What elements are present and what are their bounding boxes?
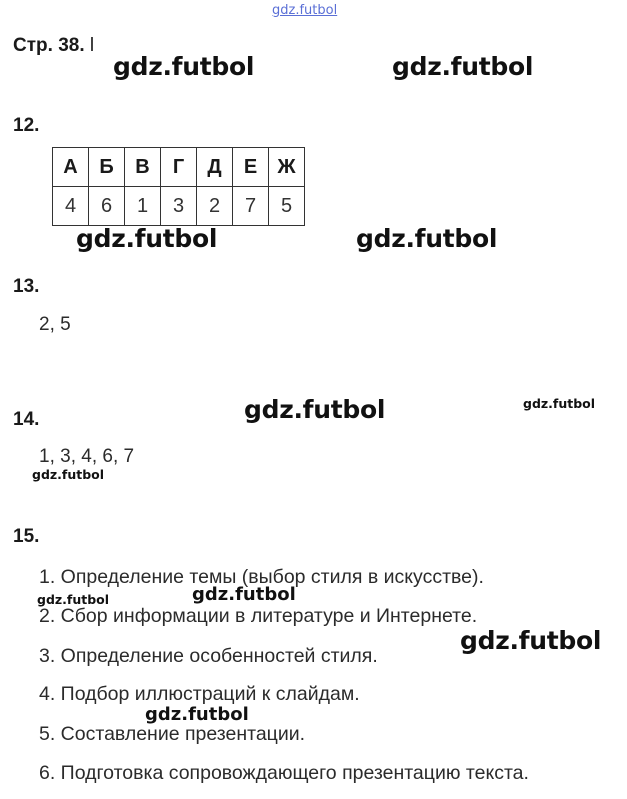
table-cell: Ж bbox=[269, 148, 305, 187]
table-cell: А bbox=[53, 148, 89, 187]
task-number: 12. bbox=[13, 115, 40, 136]
watermark: gdz.futbol bbox=[113, 52, 255, 81]
watermark: gdz.futbol bbox=[76, 224, 218, 253]
list-item: 2. Сбор информации в литературе и Интернете. bbox=[39, 605, 478, 627]
list-item: 3. Определение особенностей стиля. bbox=[39, 645, 378, 667]
page-cursor: l bbox=[89, 35, 95, 56]
table-cell: 2 bbox=[197, 187, 233, 226]
watermark: gdz.futbol bbox=[145, 704, 249, 725]
table-cell: Д bbox=[197, 148, 233, 187]
answer-text: 2, 5 bbox=[39, 314, 71, 335]
watermark: gdz.futbol bbox=[244, 395, 386, 424]
table-row bbox=[53, 187, 305, 226]
table-cell: 7 bbox=[233, 187, 269, 226]
task-number: 13. bbox=[13, 276, 40, 297]
watermark: gdz.futbol bbox=[523, 396, 596, 411]
table-row bbox=[53, 148, 305, 187]
table-cell: 1 bbox=[125, 187, 161, 226]
page-label: Стр. 38. bbox=[13, 35, 85, 56]
page-title bbox=[13, 35, 94, 57]
list-item: 1. Определение темы (выбор стиля в искусстве). bbox=[39, 566, 484, 588]
answer-text: 1, 3, 4, 6, 7 bbox=[39, 446, 135, 467]
table-cell: 5 bbox=[269, 187, 305, 226]
list-item: 6. Подготовка сопровождающего презентацию текста. bbox=[39, 762, 529, 784]
task-number: 15. bbox=[13, 526, 40, 547]
table-cell: Е bbox=[233, 148, 269, 187]
task-number: 14. bbox=[13, 409, 40, 430]
watermark: gdz.futbol bbox=[460, 626, 602, 655]
table-cell: 4 bbox=[53, 187, 89, 226]
answer-table bbox=[52, 147, 305, 226]
watermark: gdz.futbol bbox=[192, 584, 296, 605]
watermark: gdz.futbol bbox=[37, 592, 110, 607]
table-cell: 3 bbox=[161, 187, 197, 226]
table-cell: 6 bbox=[89, 187, 125, 226]
table-cell: Г bbox=[161, 148, 197, 187]
table-cell: Б bbox=[89, 148, 125, 187]
table-cell: В bbox=[125, 148, 161, 187]
watermark: gdz.futbol bbox=[392, 52, 534, 81]
watermark: gdz.futbol bbox=[32, 467, 105, 482]
list-item: 4. Подбор иллюстраций к слайдам. bbox=[39, 683, 360, 705]
watermark-link[interactable]: gdz.futbol bbox=[272, 3, 338, 18]
watermark: gdz.futbol bbox=[356, 224, 498, 253]
list-item: 5. Составление презентации. bbox=[39, 723, 306, 745]
